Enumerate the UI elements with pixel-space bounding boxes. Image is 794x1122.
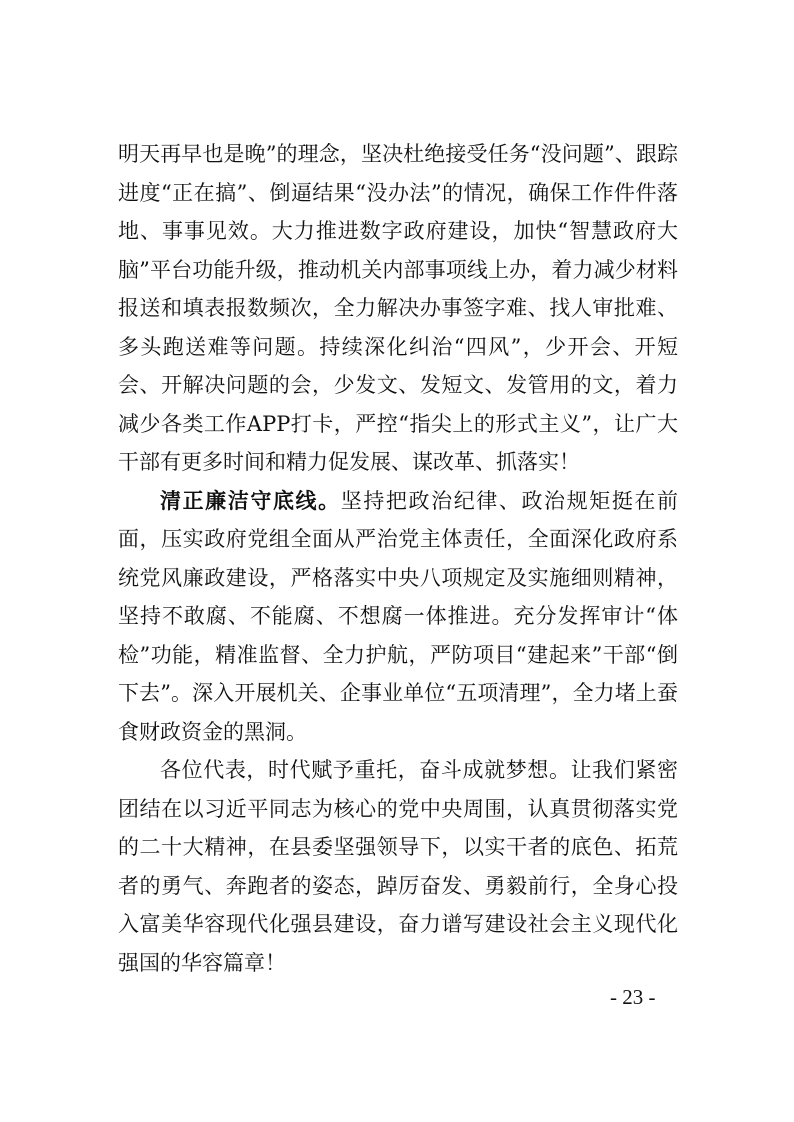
paragraph-text: 坚持把政治纪律、政治规矩挺在前面，压实政府党组全面从严治党主体责任，全面深化政府系统党风廉政建设，严格落实中央八项规定及实施细则精神，坚持不敢腐、不能腐、不想腐一体推进。充分发挥审计“体检”功能，精准监督、全力护航，严防项目“建起来”干部“倒下去”。深入开展机关、企事业单位“五项清理”，全力堵上蚕食财政资金的黑洞。 <box>118 488 679 744</box>
body-text <box>118 135 678 982</box>
page-number: - 23 - <box>610 985 656 1009</box>
paragraph-text: 明天再早也是晚”的理念，坚决杜绝接受任务“没问题”、跟踪进度“正在搞”、倒逼结果“没办法”的情况，确保工作件件落地、事事见效。大力推进数字政府建设，加快“智慧政府大脑”平台功能升级，推动机关内部事项线上办，着力减少材料报送和填表报数频次，全力解决办事签字难、找人审批难、多头跑送难等问题。持续深化纠治“四风”，少开会、开短会、开解决问题的会，少发文、发短文、发管用的文，着力减少各类工作APP打卡，严控“指尖上的形式主义”，让广大干部有更多时间和精力促发展、谋改革、抓落实！ <box>118 142 678 474</box>
paragraph-continuation <box>118 135 678 482</box>
paragraph-lead-heading: 清正廉洁守底线。 <box>160 487 341 513</box>
paragraph-integrity <box>118 482 678 752</box>
paragraph-text: 各位代表，时代赋予重托，奋斗成就梦想。让我们紧密团结在以习近平同志为核心的党中央周围，认真贯彻落实党的二十大精神，在县委坚强领导下，以实干者的底色、拓荒者的勇气、奔跑者的姿态，踔厉奋发、勇毅前行，全身心投入富美华容现代化强县建设，奋力谱写建设社会主义现代化强国的华容篇章！ <box>118 758 678 975</box>
paragraph-closing <box>118 751 678 982</box>
